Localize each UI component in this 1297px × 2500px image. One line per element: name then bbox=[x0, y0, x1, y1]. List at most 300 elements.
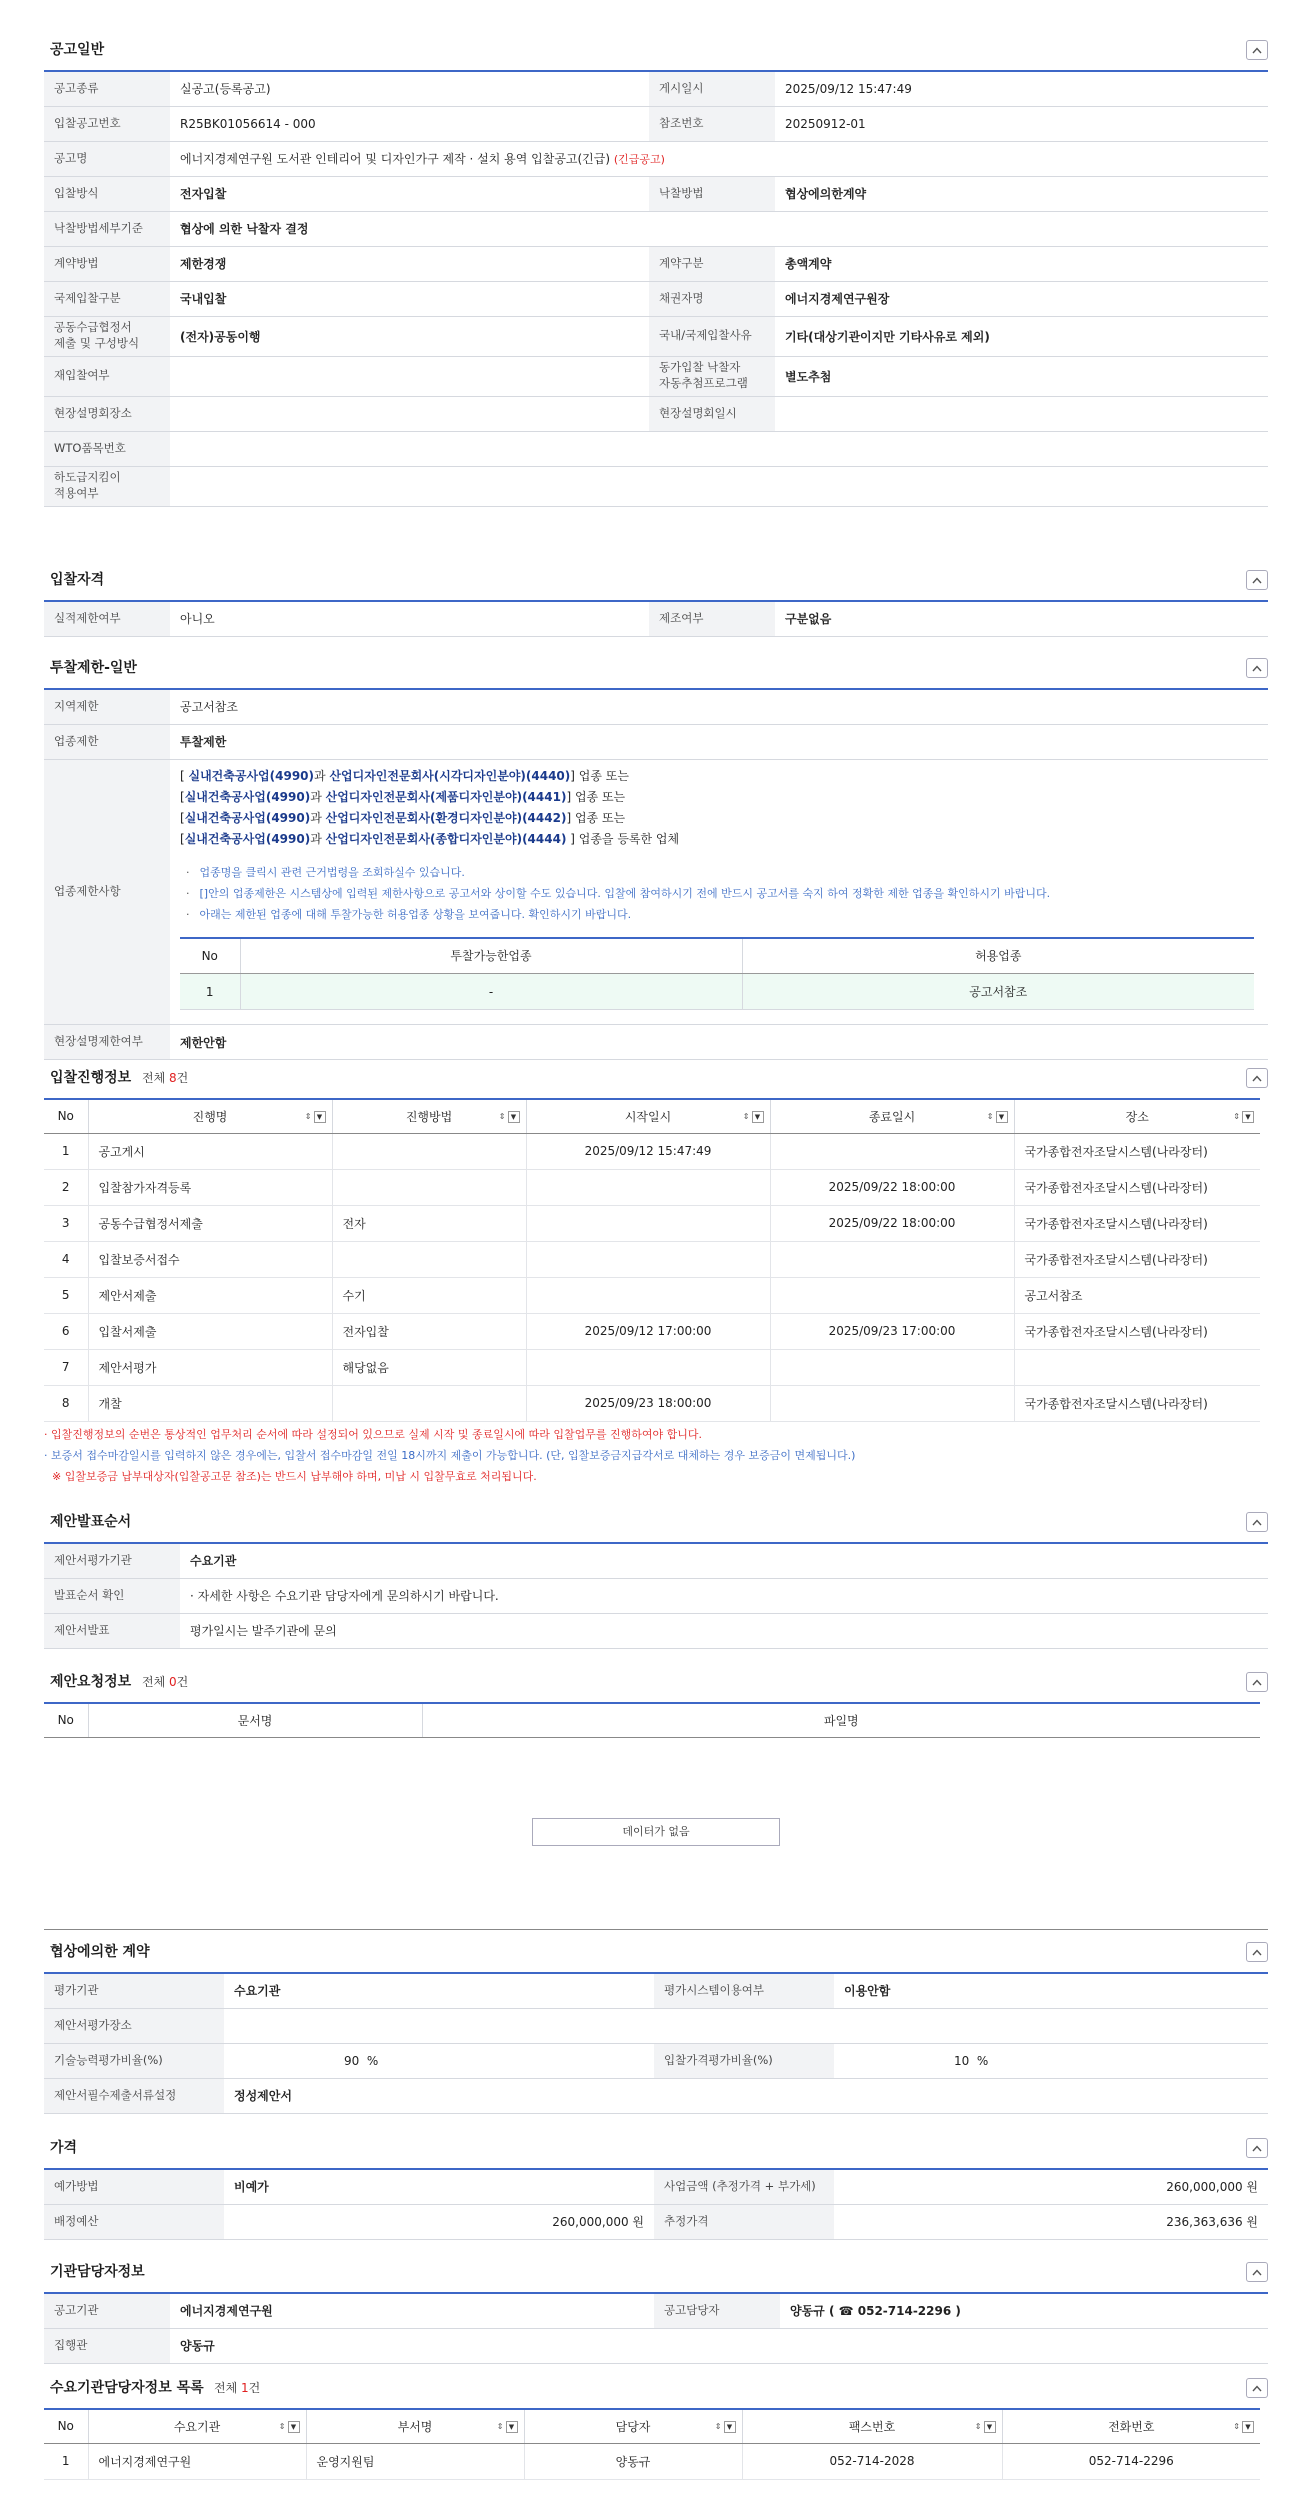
chevron-up-icon bbox=[1252, 2269, 1262, 2276]
count bbox=[214, 2379, 260, 2396]
value: 투찰제한 bbox=[170, 724, 1268, 759]
collapse-button[interactable] bbox=[1246, 40, 1268, 60]
sort-control[interactable] bbox=[715, 2421, 736, 2433]
collapse-button[interactable] bbox=[1246, 2378, 1268, 2398]
value: 전자입찰 bbox=[170, 176, 649, 211]
dropdown-icon[interactable]: ▼ bbox=[288, 2421, 300, 2433]
value: 양동규 ( ☎ 052-714-2296 ) bbox=[780, 2293, 1268, 2328]
collapse-button[interactable] bbox=[1246, 1512, 1268, 1532]
label: 집행관 bbox=[44, 2328, 170, 2363]
label: 현장설명회장소 bbox=[44, 396, 170, 431]
sort-control[interactable] bbox=[1233, 1111, 1254, 1123]
progress-table bbox=[44, 1098, 1260, 1422]
dropdown-icon[interactable]: ▼ bbox=[314, 1111, 326, 1123]
cell bbox=[1014, 1349, 1260, 1385]
table-row[interactable] bbox=[44, 1349, 1260, 1385]
table-row[interactable] bbox=[44, 1277, 1260, 1313]
count-pre: 전체 bbox=[142, 1675, 169, 1689]
cell: 8 bbox=[44, 1385, 88, 1421]
cell bbox=[332, 1169, 526, 1205]
sort-icon[interactable]: ⇕ bbox=[278, 2422, 286, 2431]
cell: 6 bbox=[44, 1313, 88, 1349]
col-header[interactable] bbox=[742, 2409, 1002, 2443]
label: 동가입찰 낙찰자 자동추첨프로그램 bbox=[649, 356, 775, 396]
label: 게시일시 bbox=[649, 71, 775, 106]
sort-control[interactable] bbox=[305, 1111, 326, 1123]
col-label: 팩스번호 bbox=[848, 2419, 896, 2434]
section-restriction bbox=[44, 648, 1268, 1058]
col-header: No bbox=[44, 1703, 88, 1737]
industry-line: [실내건축공사업(4990)과 산업디자인전문회사(제품디자인분야)(4441)] 업종 또는 bbox=[180, 789, 626, 804]
cell bbox=[770, 1133, 1014, 1169]
note: · 입찰진행정보의 순번은 통상적인 업무처리 순서에 따라 설정되어 있으므로 실제 시작 및 종료일시에 따라 입찰업무를 진행하여야 합니다. bbox=[44, 1427, 702, 1441]
value bbox=[170, 466, 1268, 506]
dropdown-icon[interactable]: ▼ bbox=[984, 2421, 996, 2433]
cell: 입찰보증서접수 bbox=[88, 1241, 332, 1277]
section-progress bbox=[44, 1058, 1268, 1502]
label: 채권자명 bbox=[649, 281, 775, 316]
dropdown-icon[interactable]: ▼ bbox=[1242, 1111, 1254, 1123]
cell: 공동수급협정서제출 bbox=[88, 1205, 332, 1241]
count-pre: 전체 bbox=[214, 2381, 241, 2395]
conj: 과 bbox=[310, 810, 322, 825]
label: 재입찰여부 bbox=[44, 356, 170, 396]
col-header[interactable] bbox=[1002, 2409, 1260, 2443]
chevron-up-icon bbox=[1252, 1519, 1262, 1526]
col-label: No bbox=[57, 1109, 74, 1124]
value bbox=[170, 396, 649, 431]
sort-icon[interactable]: ⇕ bbox=[1233, 2422, 1240, 2431]
request-table bbox=[44, 1702, 1260, 1738]
bid-name bbox=[170, 141, 1268, 176]
count-post: 건 bbox=[176, 1071, 189, 1085]
cell: 2025/09/23 18:00:00 bbox=[526, 1385, 770, 1421]
note: · 아래는 제한된 업종에 대해 투찰가능한 허용업종 상황을 보여줍니다. 확인하시기 바랍니다. bbox=[186, 904, 1258, 925]
restriction-table bbox=[44, 688, 1268, 1060]
col-header[interactable] bbox=[526, 1099, 770, 1133]
cell bbox=[770, 1277, 1014, 1313]
value: 양동규 bbox=[170, 2328, 1268, 2363]
count bbox=[142, 1673, 188, 1690]
value: 에너지경제연구원 bbox=[170, 2293, 654, 2328]
cell: 양동규 bbox=[524, 2443, 742, 2479]
dropdown-icon[interactable]: ▼ bbox=[508, 1111, 520, 1123]
label: 공고담당자 bbox=[654, 2293, 780, 2328]
cell: 2025/09/22 18:00:00 bbox=[770, 1205, 1014, 1241]
label: 배정예산 bbox=[44, 2204, 224, 2239]
chevron-up-icon bbox=[1252, 47, 1262, 54]
value: 2025/09/12 15:47:49 bbox=[775, 71, 1268, 106]
label: 낙찰방법 bbox=[649, 176, 775, 211]
table-row[interactable] bbox=[44, 1205, 1260, 1241]
cell: 수기 bbox=[332, 1277, 526, 1313]
label: 현장설명제한여부 bbox=[44, 1025, 170, 1060]
cell: 입찰참가자격등록 bbox=[88, 1169, 332, 1205]
cell: 국가종합전자조달시스템(나라장터) bbox=[1014, 1385, 1260, 1421]
tail: 업종 또는 bbox=[571, 789, 626, 804]
value: 260,000,000 원 bbox=[224, 2204, 654, 2239]
cell bbox=[332, 1133, 526, 1169]
empty-message: 데이터가 없음 bbox=[532, 1818, 780, 1846]
bid-name-text: 에너지경제연구원 도서관 인테리어 및 디자인가구 제작 · 설치 용역 입찰공고(긴급) bbox=[180, 152, 611, 166]
value: (전자)공동이행 bbox=[170, 316, 649, 356]
conj: 과 bbox=[310, 831, 322, 846]
label: 공고기관 bbox=[44, 2293, 170, 2328]
label: 예가방법 bbox=[44, 2169, 224, 2204]
unit: % bbox=[976, 2053, 989, 2068]
negotiation-table bbox=[44, 1972, 1268, 2114]
collapse-button[interactable] bbox=[1246, 2262, 1268, 2282]
cell: 제안서평가 bbox=[88, 1349, 332, 1385]
collapse-button[interactable] bbox=[1246, 570, 1268, 590]
label: 제안서필수제출서류설정 bbox=[44, 2078, 224, 2113]
value: 구분없음 bbox=[775, 601, 1268, 636]
table-row[interactable] bbox=[44, 1133, 1260, 1169]
count-post: 건 bbox=[248, 2381, 261, 2395]
table-row[interactable] bbox=[44, 1169, 1260, 1205]
label: 국제입찰구분 bbox=[44, 281, 170, 316]
industry-link[interactable]: 실내건축공사업(4990) bbox=[184, 831, 311, 846]
value: 협상에 의한 낙찰자 결정 bbox=[170, 211, 1268, 246]
col-label: 진행명 bbox=[192, 1109, 228, 1124]
section-request bbox=[44, 1662, 1268, 1932]
presentation-table bbox=[44, 1542, 1268, 1649]
industry-link[interactable]: 산업디자인전문회사(시각디자인분야)(4440) bbox=[329, 768, 571, 783]
cell bbox=[526, 1169, 770, 1205]
value: 정성제안서 bbox=[224, 2078, 1268, 2113]
industry-line: [실내건축공사업(4990)과 산업디자인전문회사(종합디자인분야)(4444) ] 업종을 등록한 업체 bbox=[180, 831, 680, 846]
label: 제안서평가기관 bbox=[44, 1543, 180, 1578]
label: 발표순서 확인 bbox=[44, 1578, 180, 1613]
table-row[interactable] bbox=[44, 1241, 1260, 1277]
label: 계약구분 bbox=[649, 246, 775, 281]
industry-notes bbox=[186, 862, 1258, 925]
col-header: No bbox=[180, 938, 240, 974]
value bbox=[224, 2008, 1268, 2043]
dropdown-icon[interactable]: ▼ bbox=[506, 2421, 518, 2433]
cell: 2025/09/12 17:00:00 bbox=[526, 1313, 770, 1349]
tail: 업종을 등록한 업체 bbox=[574, 831, 680, 846]
label: 평가기관 bbox=[44, 1973, 224, 2008]
value: 수요기관 bbox=[224, 1973, 654, 2008]
cell: 국가종합전자조달시스템(나라장터) bbox=[1014, 1241, 1260, 1277]
industry-link[interactable]: 산업디자인전문회사(종합디자인분야)(4444) bbox=[325, 831, 567, 846]
section-demand bbox=[44, 2368, 1268, 2478]
cell: 제안서제출 bbox=[88, 1277, 332, 1313]
col-label: 진행방법 bbox=[405, 1109, 453, 1124]
col-header[interactable] bbox=[88, 2409, 306, 2443]
sort-control[interactable] bbox=[987, 1111, 1008, 1123]
section-title: 기관담당자정보 bbox=[50, 2264, 145, 2280]
label: 참조번호 bbox=[649, 106, 775, 141]
note: · 업종명을 클릭시 관련 근거법령을 조회하실수 있습니다. bbox=[186, 862, 1258, 883]
value bbox=[170, 431, 1268, 466]
label: 공고종류 bbox=[44, 71, 170, 106]
industry-line: [실내건축공사업(4990)과 산업디자인전문회사(환경디자인분야)(4442)] 업종 또는 bbox=[180, 810, 626, 825]
value: 에너지경제연구원장 bbox=[775, 281, 1268, 316]
label: 입찰방식 bbox=[44, 176, 170, 211]
dropdown-icon[interactable]: ▼ bbox=[724, 2421, 736, 2433]
cell: 2025/09/22 18:00:00 bbox=[770, 1169, 1014, 1205]
collapse-button[interactable] bbox=[1246, 1068, 1268, 1088]
count bbox=[142, 1069, 188, 1086]
sort-icon[interactable]: ⇕ bbox=[1233, 1112, 1240, 1121]
col-label: No bbox=[57, 2419, 74, 2434]
col-label: 부서명 bbox=[397, 2419, 433, 2434]
cell bbox=[770, 1385, 1014, 1421]
sort-icon[interactable]: ⇕ bbox=[742, 1112, 750, 1121]
cell: - bbox=[240, 974, 742, 1010]
label: 평가시스템이용여부 bbox=[654, 1973, 834, 2008]
cell: 국가종합전자조달시스템(나라장터) bbox=[1014, 1133, 1260, 1169]
cell: 공고게시 bbox=[88, 1133, 332, 1169]
cell: 국가종합전자조달시스템(나라장터) bbox=[1014, 1169, 1260, 1205]
value: 공고서참조 bbox=[170, 689, 1268, 724]
dropdown-icon[interactable]: ▼ bbox=[752, 1111, 764, 1123]
col-label: 수요기관 bbox=[173, 2419, 221, 2434]
col-header: 허용업종 bbox=[742, 938, 1254, 974]
demand-table bbox=[44, 2408, 1260, 2480]
col-header: 파일명 bbox=[422, 1703, 1260, 1737]
allowed-industry-table bbox=[180, 937, 1254, 1011]
conj: 과 bbox=[314, 768, 326, 783]
cell: 국가종합전자조달시스템(나라장터) bbox=[1014, 1205, 1260, 1241]
section-title: 입찰진행정보 bbox=[50, 1070, 132, 1086]
unit: % bbox=[366, 2053, 379, 2068]
label: 국내/국제입찰사유 bbox=[649, 316, 775, 356]
section-title: 입찰자격 bbox=[50, 572, 105, 588]
conj: 과 bbox=[310, 789, 322, 804]
section-title: 제안발표순서 bbox=[50, 1514, 132, 1530]
value: 아니오 bbox=[170, 601, 649, 636]
industry-detail bbox=[170, 759, 1268, 1025]
label: 입찰가격평가비율(%) bbox=[654, 2043, 834, 2078]
tail: 업종 또는 bbox=[574, 768, 629, 783]
label: 제안서평가장소 bbox=[44, 2008, 224, 2043]
value: 국내입찰 bbox=[170, 281, 649, 316]
section-title: 협상에의한 계약 bbox=[50, 1944, 150, 1960]
label: 현장설명회일시 bbox=[649, 396, 775, 431]
value-num: 90 bbox=[344, 2053, 360, 2068]
value: R25BK01056614 - 000 bbox=[170, 106, 649, 141]
cell: 052-714-2296 bbox=[1002, 2443, 1260, 2479]
industry-link[interactable]: 실내건축공사업(4990) bbox=[184, 789, 311, 804]
cell bbox=[332, 1241, 526, 1277]
label: 추정가격 bbox=[654, 2204, 834, 2239]
section-title: 공고일반 bbox=[50, 42, 105, 58]
dropdown-icon[interactable]: ▼ bbox=[1242, 2421, 1254, 2433]
value: 총액계약 bbox=[775, 246, 1268, 281]
industry-line: [ 실내건축공사업(4990)과 산업디자인전문회사(시각디자인분야)(4440)] 업종 또는 bbox=[180, 768, 629, 783]
label: 공동수급협정서 제출 및 구성방식 bbox=[44, 316, 170, 356]
col-header: 투찰가능한업종 bbox=[240, 938, 742, 974]
collapse-button[interactable] bbox=[1246, 1672, 1268, 1692]
col-header[interactable] bbox=[332, 1099, 526, 1133]
cell: 전자 bbox=[332, 1205, 526, 1241]
label: 사업금액 (추정가격 + 부가세) bbox=[654, 2169, 834, 2204]
value bbox=[224, 2043, 654, 2078]
section-price bbox=[44, 2128, 1268, 2252]
sort-control[interactable] bbox=[743, 1111, 764, 1123]
label: 하도급지킴이 적용여부 bbox=[44, 466, 170, 506]
col-header[interactable] bbox=[770, 1099, 1014, 1133]
col-label: 전화번호 bbox=[1108, 2419, 1155, 2434]
industry-link[interactable]: 산업디자인전문회사(환경디자인분야)(4442) bbox=[325, 810, 567, 825]
note-text: 입찰진행정보의 순번은 통상적인 업무처리 순서에 따라 설정되어 있으므로 실제 시작 및 종료일시에 따라 입찰업무를 진행하여야 합니다. bbox=[51, 1427, 702, 1441]
chevron-up-icon bbox=[1252, 2385, 1262, 2392]
collapse-button[interactable] bbox=[1246, 658, 1268, 678]
value-num: 10 bbox=[954, 2053, 970, 2068]
label: 업종제한사항 bbox=[44, 759, 170, 1025]
cell: 에너지경제연구원 bbox=[88, 2443, 306, 2479]
chevron-up-icon bbox=[1252, 2145, 1262, 2152]
value: 236,363,636 원 bbox=[834, 2204, 1268, 2239]
chevron-up-icon bbox=[1252, 577, 1262, 584]
cell: 공고서참조 bbox=[742, 974, 1254, 1010]
label: 낙찰방법세부기준 bbox=[44, 211, 170, 246]
label: 지역제한 bbox=[44, 689, 170, 724]
cell bbox=[332, 1385, 526, 1421]
cell: 국가종합전자조달시스템(나라장터) bbox=[1014, 1313, 1260, 1349]
sort-control[interactable] bbox=[497, 2421, 518, 2433]
value: 별도추첨 bbox=[775, 356, 1268, 396]
cell: 1 bbox=[44, 2443, 88, 2479]
industry-link[interactable]: 산업디자인전문회사(제품디자인분야)(4441) bbox=[325, 789, 567, 804]
cell bbox=[770, 1349, 1014, 1385]
section-title: 수요기관담당자정보 목록 bbox=[50, 2380, 204, 2396]
note: ※ 입찰보증금 납부대상자(입찰공고문 참조)는 반드시 납부해야 하며, 미납 시 입찰무효로 처리됩니다. bbox=[52, 1469, 537, 1483]
value: 기타(대상기관이지만 기타사유로 제외) bbox=[775, 316, 1268, 356]
cell: 2 bbox=[44, 1169, 88, 1205]
tail: 업종 또는 bbox=[571, 810, 626, 825]
cell bbox=[526, 1349, 770, 1385]
col-header[interactable] bbox=[1014, 1099, 1260, 1133]
count-num: 1 bbox=[241, 2381, 249, 2395]
count-num: 8 bbox=[169, 1071, 177, 1085]
cell: 해당없음 bbox=[332, 1349, 526, 1385]
col-header[interactable] bbox=[88, 1099, 332, 1133]
cell: 3 bbox=[44, 1205, 88, 1241]
col-header: 문서명 bbox=[88, 1703, 422, 1737]
contact-table bbox=[44, 2292, 1268, 2364]
note: · 보증서 접수마감일시를 입력하지 않은 경우에는, 입찰서 접수마감일 전일 18시까지 제출이 가능합니다. (단, 입찰보증금지급각서로 대체하는 경우 보증금이 면제됩니다.) bbox=[44, 1448, 856, 1462]
table-row[interactable] bbox=[44, 2443, 1260, 2479]
value-text: 자세한 사항은 수요기관 담당자에게 문의하시기 바랍니다. bbox=[197, 1589, 499, 1603]
value bbox=[834, 2043, 1268, 2078]
chevron-up-icon bbox=[1252, 1949, 1262, 1956]
industry-link[interactable]: 실내건축공사업(4990) bbox=[184, 810, 311, 825]
section-presentation bbox=[44, 1502, 1268, 1662]
section-title: 가격 bbox=[50, 2140, 78, 2156]
cell: 공고서참조 bbox=[1014, 1277, 1260, 1313]
count-pre: 전체 bbox=[142, 1071, 169, 1085]
label: 기술능력평가비율(%) bbox=[44, 2043, 224, 2078]
sort-control[interactable] bbox=[1233, 2421, 1254, 2433]
cell: 전자입찰 bbox=[332, 1313, 526, 1349]
value: · 자세한 사항은 수요기관 담당자에게 문의하시기 바랍니다. bbox=[180, 1578, 1268, 1613]
sort-control[interactable] bbox=[279, 2421, 300, 2433]
value: 협상에의한계약 bbox=[775, 176, 1268, 211]
value: 이용안함 bbox=[834, 1973, 1268, 2008]
col-header[interactable] bbox=[306, 2409, 524, 2443]
value: 제한경쟁 bbox=[170, 246, 649, 281]
value: 20250912-01 bbox=[775, 106, 1268, 141]
progress-notes bbox=[44, 1424, 1268, 1487]
col-label: 장소 bbox=[1125, 1109, 1149, 1124]
label: 계약방법 bbox=[44, 246, 170, 281]
cell: 052-714-2028 bbox=[742, 2443, 1002, 2479]
note: · []안의 업종제한은 시스템상에 입력된 제한사항으로 공고서와 상이할 수도 있습니다. 입찰에 참여하시기 전에 반드시 공고서를 숙지 하여 정확한 제한 업종을 확인하시기 바랍니다. bbox=[186, 883, 1258, 904]
col-header[interactable] bbox=[524, 2409, 742, 2443]
count-post: 건 bbox=[176, 1675, 189, 1689]
col-header bbox=[44, 1099, 88, 1133]
col-label: 종료일시 bbox=[868, 1109, 916, 1124]
sort-icon[interactable]: ⇕ bbox=[974, 2422, 982, 2431]
cell: 1 bbox=[44, 1133, 88, 1169]
cell: 2025/09/12 15:47:49 bbox=[526, 1133, 770, 1169]
table-row[interactable] bbox=[44, 1385, 1260, 1421]
chevron-up-icon bbox=[1252, 665, 1262, 672]
col-label: 시작일시 bbox=[624, 1109, 672, 1124]
value: 실공고(등록공고) bbox=[170, 71, 649, 106]
qualification-table bbox=[44, 600, 1268, 637]
count-num: 0 bbox=[169, 1675, 177, 1689]
cell bbox=[526, 1241, 770, 1277]
cell: 1 bbox=[180, 974, 240, 1010]
sort-icon[interactable]: ⇕ bbox=[498, 1112, 506, 1121]
sort-icon[interactable]: ⇕ bbox=[986, 1112, 994, 1121]
price-table bbox=[44, 2168, 1268, 2240]
urgent-badge: (긴급공고) bbox=[613, 153, 665, 166]
section-title: 투찰제한-일반 bbox=[50, 660, 137, 676]
collapse-button[interactable] bbox=[1246, 2138, 1268, 2158]
empty-area bbox=[44, 1738, 1268, 1930]
value: 260,000,000 원 bbox=[834, 2169, 1268, 2204]
label: WTO품목번호 bbox=[44, 431, 170, 466]
col-label: 담당자 bbox=[615, 2419, 651, 2434]
cell: 운영지원팀 bbox=[306, 2443, 524, 2479]
section-qualification bbox=[44, 560, 1268, 648]
label: 제안서발표 bbox=[44, 1613, 180, 1648]
value bbox=[775, 396, 1268, 431]
sort-control[interactable] bbox=[975, 2421, 996, 2433]
label: 실적제한여부 bbox=[44, 601, 170, 636]
cell bbox=[770, 1241, 1014, 1277]
value: 비예가 bbox=[224, 2169, 654, 2204]
sort-icon[interactable]: ⇕ bbox=[714, 2422, 722, 2431]
section-title: 제안요청정보 bbox=[50, 1674, 132, 1690]
value: 제한안함 bbox=[170, 1025, 1268, 1060]
section-general bbox=[44, 30, 1268, 560]
chevron-up-icon bbox=[1252, 1679, 1262, 1686]
sort-icon[interactable]: ⇕ bbox=[496, 2422, 504, 2431]
dropdown-icon[interactable]: ▼ bbox=[996, 1111, 1008, 1123]
section-negotiation bbox=[44, 1932, 1268, 2128]
label: 제조여부 bbox=[649, 601, 775, 636]
label: 공고명 bbox=[44, 141, 170, 176]
sort-control[interactable] bbox=[499, 1111, 520, 1123]
sort-icon[interactable]: ⇕ bbox=[304, 1112, 312, 1121]
table-row[interactable] bbox=[44, 1313, 1260, 1349]
cell: 5 bbox=[44, 1277, 88, 1313]
cell bbox=[526, 1277, 770, 1313]
cell: 입찰서제출 bbox=[88, 1313, 332, 1349]
collapse-button[interactable] bbox=[1246, 1942, 1268, 1962]
cell: 4 bbox=[44, 1241, 88, 1277]
industry-link[interactable]: 실내건축공사업(4990) bbox=[188, 768, 315, 783]
label: 입찰공고번호 bbox=[44, 106, 170, 141]
value: 평가일시는 발주기관에 문의 bbox=[180, 1613, 1268, 1648]
